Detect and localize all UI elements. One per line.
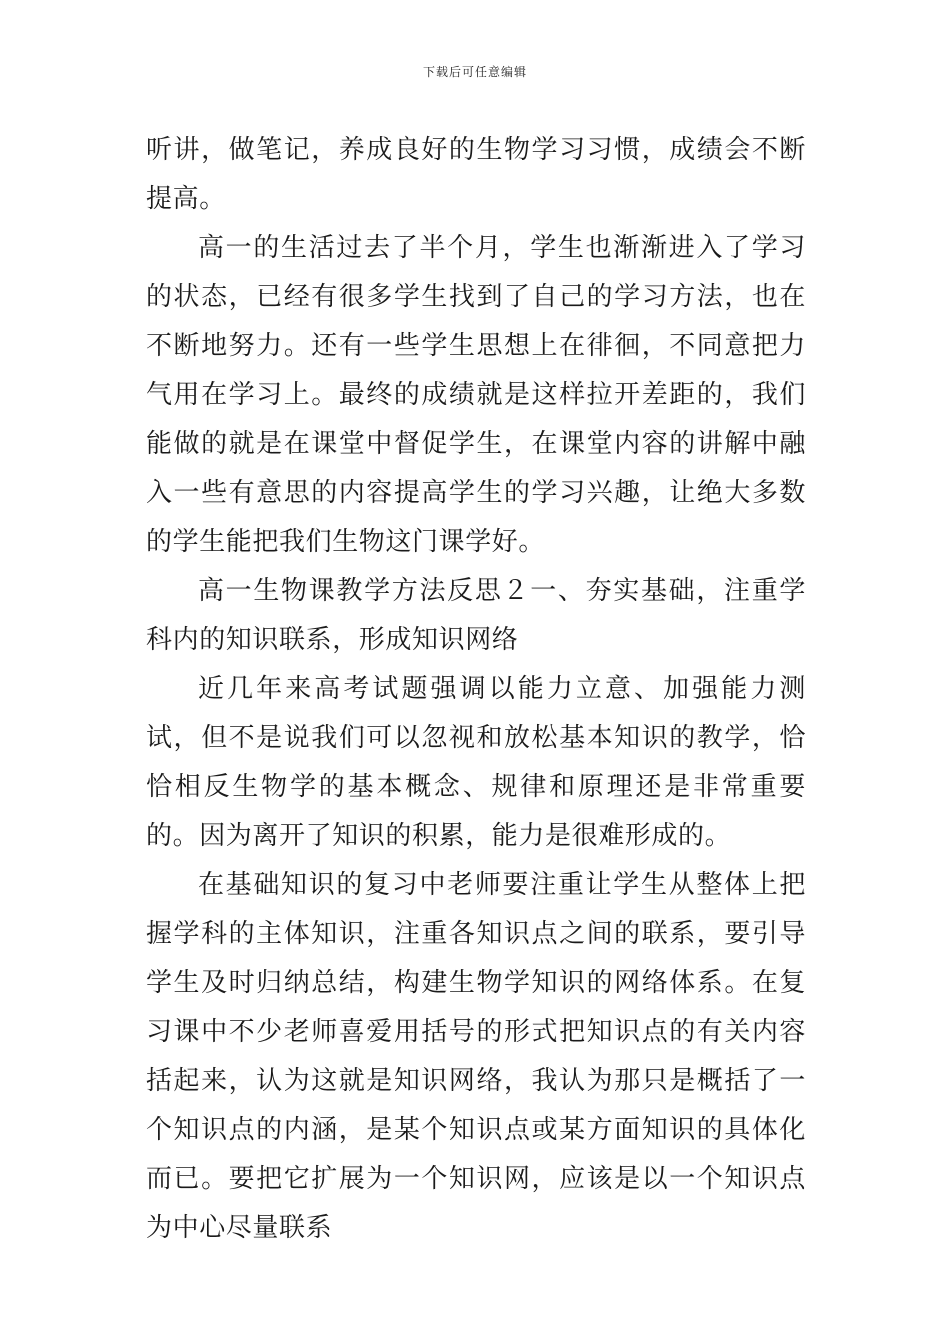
paragraph-4: 近几年来高考试题强调以能力立意、加强能力测试，但不是说我们可以忽视和放松基本知识的教学，恰恰相反生物学的基本概念、规律和原理还是非常重要的。因为离开了知识的积累，能力是很难形成的。 (146, 674, 806, 851)
document-body (146, 126, 806, 1253)
paragraph-1: 听讲，做笔记，养成良好的生物学习习惯，成绩会不断提高。 (146, 135, 806, 214)
page-header: 下载后可任意编辑 (422, 65, 527, 79)
paragraph-2: 高一的生活过去了半个月，学生也渐渐进入了学习的状态，已经有很多学生找到了自己的学习方法，也在不断地努力。还有一些学生思想上在徘徊，不同意把力气用在学习上。最终的成绩就是这样拉开差距的，我们能做的就是在课堂中督促学生，在课堂内容的讲解中融入一些有意思的内容提高学生的学习兴趣，让绝大多数的学生能把我们生物这门课学好。 (146, 233, 806, 557)
paragraph-5: 在基础知识的复习中老师要注重让学生从整体上把握学科的主体知识，注重各知识点之间的联系，要引导学生及时归纳总结，构建生物学知识的网络体系。在复习课中不少老师喜爱用括号的形式把知识点的有关内容括起来，认为这就是知识网络，我认为那只是概括了一个知识点的内涵，是某个知识点或某方面知识的具体化而已。要把它扩展为一个知识网，应该是以一个知识点为中心尽量联系 (146, 870, 806, 1243)
section-heading-paragraph: 高一生物课教学方法反思２一、夯实基础，注重学科内的知识联系，形成知识网络 (146, 576, 806, 655)
